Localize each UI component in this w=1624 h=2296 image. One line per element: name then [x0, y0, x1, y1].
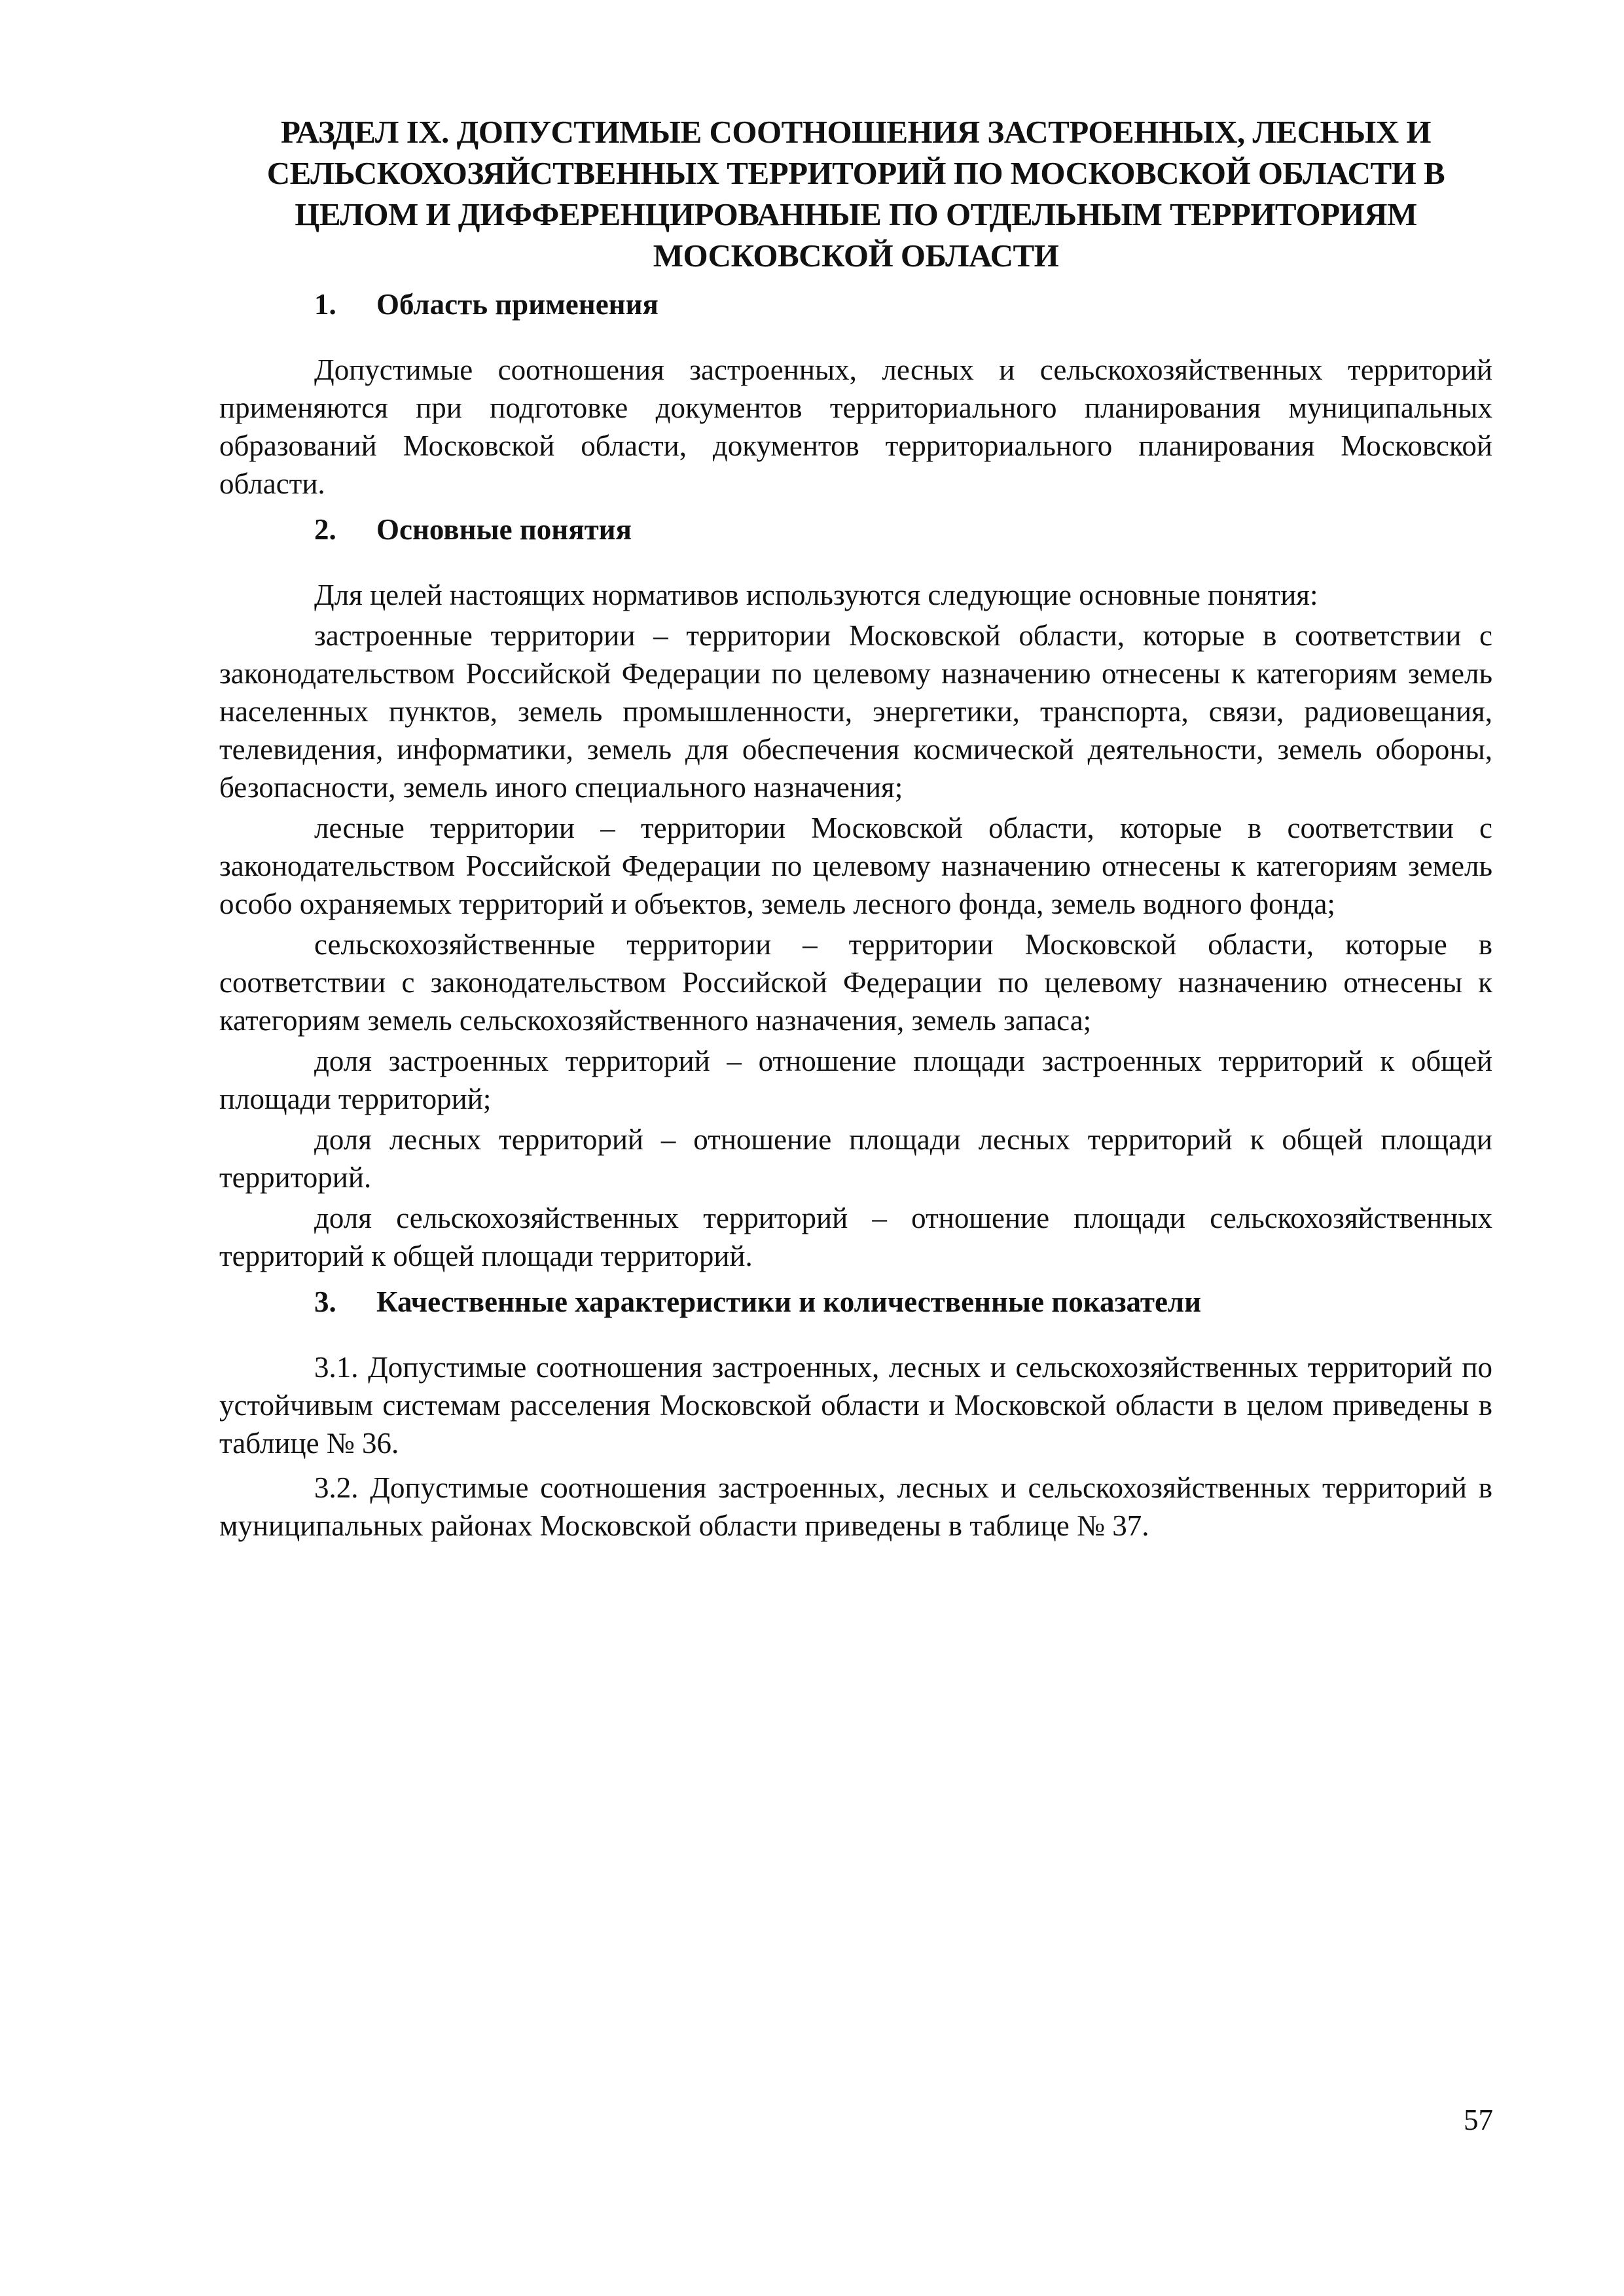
paragraph-3-1: 3.1. Допустимые соотношения застроенных, лесных и сельскохозяйственных территорий по устойчивым системам расселения Московской области и Московской области в целом приведены в таблице № 36.	[219, 1351, 1492, 1460]
definition-share-forest: доля лесных территорий – отношение площади лесных территорий к общей площади территорий.	[219, 1123, 1492, 1194]
section-heading-text: Область применения	[376, 288, 659, 321]
definition-share-built-up: доля застроенных территорий – отношение площади застроенных территорий к общей площади территорий;	[219, 1045, 1492, 1115]
section-heading-1	[219, 285, 1492, 323]
section-heading-3	[219, 1283, 1492, 1321]
section-number: 3.	[314, 1285, 336, 1318]
section-title: РАЗДЕЛ IX. ДОПУСТИМЫЕ СООТНОШЕНИЯ ЗАСТРОЕННЫХ, ЛЕСНЫХ И СЕЛЬСКОХОЗЯЙСТВЕННЫХ ТЕРРИТОРИЙ ПО МОСКОВСКОЙ ОБЛАСТИ В ЦЕЛОМ И ДИФФЕРЕНЦИРОВАННЫЕ ПО ОТДЕЛЬНЫМ ТЕРРИТОРИЯМ МОСКОВСКОЙ ОБЛАСТИ	[266, 114, 1445, 274]
paragraph: Допустимые соотношения застроенных, лесных и сельскохозяйственных территорий применяются при подготовке документов территориального планирования муниципальных образований Московской области, документов территориального планирования Московской области.	[219, 353, 1492, 500]
section-number: 1.	[314, 288, 336, 321]
page-number: 57	[1464, 2104, 1493, 2136]
section-number: 2.	[314, 513, 336, 546]
definition-forest: лесные территории – территории Московской области, которые в соответствии с законодательством Российской Федерации по целевому назначению отнесены к категориям земель особо охраняемых территорий и объектов, земель лесного фонда, земель водного фонда;	[219, 812, 1492, 920]
definition-built-up: застроенные территории – территории Московской области, которые в соответствии с законодательством Российской Федерации по целевому назначению отнесены к категориям земель населенных пунктов, земель промышленности, энергетики, транспорта, связи, радиовещания, телевидения, информатики, земель для обеспечения космической деятельности, земель обороны, безопасности, земель иного специального назначения;	[219, 619, 1492, 804]
section-heading-2	[219, 511, 1492, 548]
paragraph-3-2: 3.2. Допустимые соотношения застроенных, лесных и сельскохозяйственных территорий в муниципальных районах Московской области приведены в таблице № 37.	[219, 1471, 1492, 1542]
definition-agricultural: сельскохозяйственные территории – территории Московской области, которые в соответствии с законодательством Российской Федерации по целевому назначению отнесены к категориям земель сельскохозяйственного назначения, земель запаса;	[219, 928, 1492, 1037]
document-page	[219, 111, 1492, 1547]
section-heading-text: Основные понятия	[376, 513, 632, 546]
section-heading-text: Качественные характеристики и количественные показатели	[376, 1285, 1202, 1318]
definition-share-agricultural: доля сельскохозяйственных территорий – отношение площади сельскохозяйственных территорий к общей площади территорий.	[219, 1202, 1492, 1272]
paragraph: Для целей настоящих нормативов используются следующие основные понятия:	[314, 579, 1318, 611]
